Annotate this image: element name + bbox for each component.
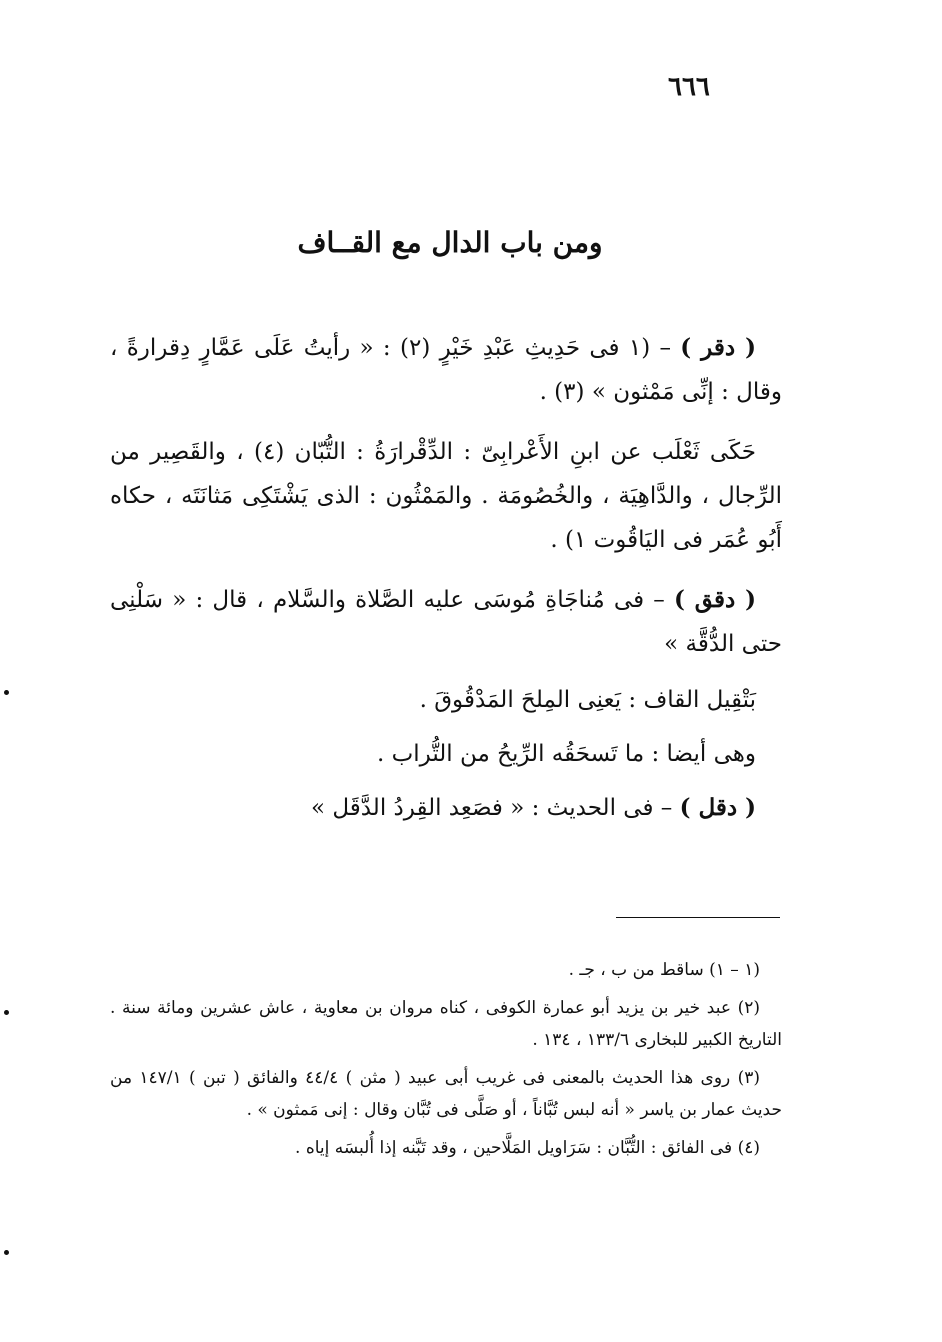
paragraph-text: – فى الحديث : « فصَعِد القِردُ الدَّقَل »	[310, 795, 680, 821]
paragraph-daqq-gloss	[110, 678, 782, 722]
headword: ( دقل )	[679, 794, 756, 821]
paragraph-text: بَتْقِيل القاف : يَعنِى المِلحَ المَدْقُوقَ .	[419, 687, 756, 713]
footnotes	[110, 954, 782, 1170]
footnote-2: (٢) عبد خير بن يزيد أبو عمارة الكوفى ، كناه مروان بن معاوية ، عاش عشرين ومائة سنة . التاريخ الكبير للبخارى ١٣٣/٦ ، ١٣٤ .	[110, 998, 782, 1050]
section-title: ومن باب الدال مع القــاف	[297, 226, 603, 259]
paragraph-text: حَكَى ثَعْلَب عن ابنِ الأَعْرابِىّ : الدِّقْرارَةُ : التُّبّان (٤) ، والقَصِير من الرِّجال ، والدَّاهِيَة ، والخُصُومَة . والمَمْثُون : الذى يَشْتَكِى مَثانَتَه ، حكاه أَبُو عُمَر فى اليَاقُوت ١) .	[110, 439, 782, 553]
paragraph-text: – (١ فى حَدِيثِ عَبْدِ خَيْرٍ (٢) : « رأيتُ عَلَى عَمَّارٍ دِقرارةً ، وقال : إنِّى مَمْثون » (٣) .	[110, 335, 782, 405]
paragraph-daqq-gloss-2	[110, 732, 782, 776]
scan-margin-mark	[4, 1250, 9, 1255]
scan-margin-mark	[4, 1010, 9, 1015]
paragraph-daqq	[110, 578, 782, 666]
paragraph-daqal	[110, 786, 782, 830]
paragraph-text: – فى مُناجَاةِ مُوسَى عليه الصَّلاة والسَّلام ، قال : « سَلْنِى حتى الدُّقَّة »	[110, 587, 782, 657]
footnote-1: (١ – ١) ساقط من ب ، جـ .	[568, 960, 760, 980]
headword: ( دقق )	[674, 586, 756, 613]
paragraph-text: وهى أيضا : ما تَسحَقُه الرِّيحُ من التُّراب .	[377, 741, 756, 767]
headword: ( دقر )	[680, 334, 756, 361]
paragraph-tha-lab	[110, 430, 782, 562]
footnote-4: (٤) فى الفائق : التُّبَّان : سَرَاويل المَلَّاحين ، وقد تَبَّنه إذا أُلبسَه إياه .	[295, 1138, 760, 1158]
page-number: ٦٦٦	[668, 72, 710, 102]
paragraph-daqr	[110, 326, 782, 414]
scan-margin-mark	[4, 690, 9, 695]
footnote-separator	[616, 917, 780, 918]
main-text	[110, 326, 782, 846]
footnote-3: (٣) روى هذا الحديث بالمعنى فى غريب أبى عبيد ( مثن ) ٤٤/٤ والفائق ( تبن ) ١٤٧/١ من حديث عمار بن ياسر « أنه لبس تُبَّاناً ، أو صَلَّى فى تُبَّان وقال : إنى مَمثون » .	[110, 1068, 782, 1120]
